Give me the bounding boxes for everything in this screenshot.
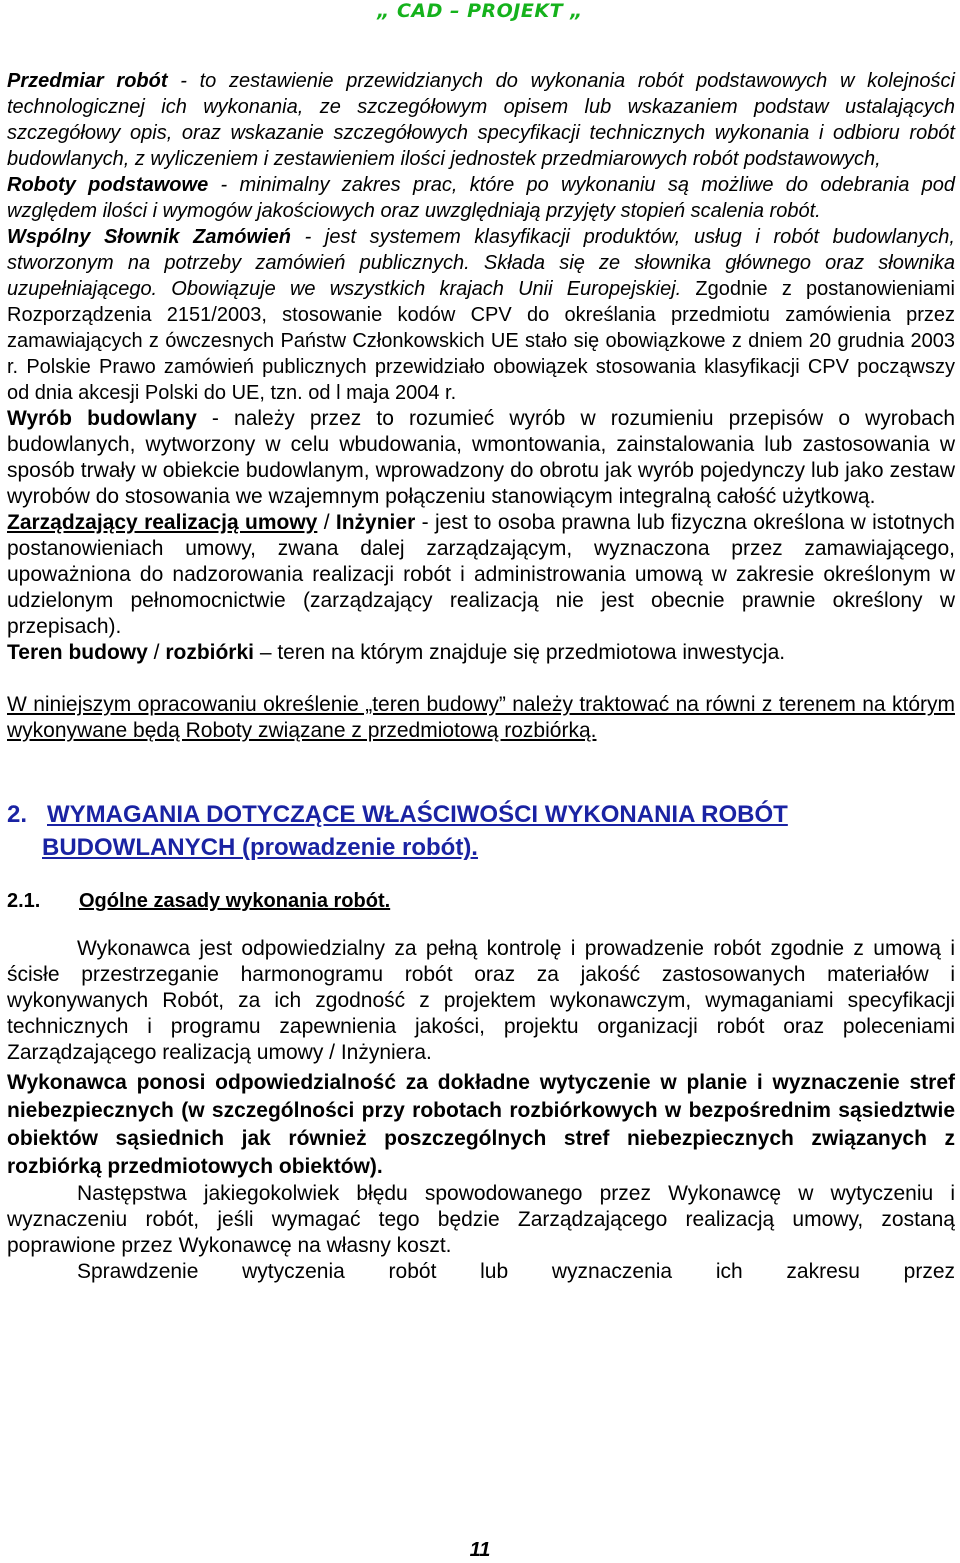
term-przedmiar: Przedmiar robót: [7, 70, 168, 92]
definition-przedmiar: [7, 68, 955, 172]
term-rozbiorki: rozbiórki: [165, 641, 254, 664]
body-paragraph: Wykonawca jest odpowiedzialny za pełną kontrolę i prowadzenie robót zgodnie z umową i ścisłe przestrzeganie harmonogramu robót oraz za jakość zastosowanych materiałów i wykonywanych Robót, za ich zgodność z projektem wykonawczym, wymaganiami specyfikacji technicznych i programu zapewnienia jakości, projektu organizacji robót oraz poleceniami Zarządzającego realizacją umowy / Inżyniera.: [7, 937, 955, 1064]
definition-text: - jest to osoba prawna lub fizyczna określona w istotnych postanowieniach umowy, zwana dalej zarządzającym, wyznaczona przez zamawiającego, upoważniona do nadzorowania realizacji robót i administrowania umową w zakresie określonym w udzielonym pełnomocnictwie (zarządzający realizacją nie jest obecnie prawnie określony w przepisach).: [7, 511, 955, 638]
separator: /: [147, 641, 166, 664]
body-paragraph-bold: Wykonawca ponosi odpowiedzialność za dokładne wytyczenie w planie i wyznaczenie stref niebezpiecznych (w szczególności przy robotach rozbiórkowych w bezpośrednim sąsiedztwie obiektów sąsiednich jak również poszczególnych stref niebezpiecznych związanych z rozbiórką przedmiotowych obiektów).: [7, 1071, 955, 1178]
definition-text: - minimalny zakres prac, które po wykonaniu są możliwe do odebrania pod względem ilości i wymogów jakościowych oraz uwzględniają przyjęty stopień scalenia robót.: [7, 174, 955, 222]
term-wyrob-budowlany: Wyrób budowlany: [7, 407, 197, 430]
page-header: „ CAD – PROJEKT „: [377, 0, 583, 22]
definition-teren-budowy: [7, 640, 955, 666]
definition-text: - należy przez to rozumieć wyrób w rozumieniu przepisów o wyrobach budowlanych, wytworzony w celu wbudowania, wmontowania, zainstalowania lub zastosowania w sposób trwały w obiekcie budowlanym, wprowadzony do obrotu jak wyrób pojedynczy lub jako zestaw wyrobów do stosowania we wzajemnym połączeniu stanowiącym integralną całość użytkową.: [7, 407, 956, 508]
definition-roboty-podstawowe: [7, 172, 955, 224]
section-heading: [7, 798, 955, 864]
term-zarzadzajacy: Zarządzający realizacją umowy: [7, 511, 318, 534]
term-inzynier: Inżynier: [335, 511, 416, 534]
page-number: 11: [469, 1539, 491, 1561]
definition-text: – teren na którym znajduje się przedmiotowa inwestycja.: [254, 641, 786, 664]
subsection-title: Ogólne zasady wykonania robót.: [79, 890, 391, 912]
definition-zarzadzajacy: [7, 510, 955, 640]
definition-text: - jest systemem klasyfikacji produktów, usług i robót budowlanych, stworzonym na potrzeby zamówień publicznych. Składa się ze słownika głównego oraz słownika uzupełniającego. Obowiązuje we wszystkich krajach Unii Europejskiej.: [7, 226, 955, 300]
body-paragraph: Sprawdzenie wytyczenia robót lub wyznaczenia ich zakresu przez: [77, 1260, 955, 1283]
note-teren-budowy: W niniejszym opracowaniu określenie „teren budowy” należy traktować na równi z terenem na którym wykonywane będą Roboty związane z przedmiotową rozbiórką.: [7, 693, 955, 742]
separator: /: [317, 511, 336, 534]
term-wspolny-slownik: Wspólny Słownik Zamówień: [7, 226, 291, 248]
body-paragraph: Następstwa jakiegokolwiek błędu spowodowanego przez Wykonawcę w wytyczeniu i wyznaczeniu robót, jeśli wymagać tego będzie Zarządzającego realizacją umowy, zostaną poprawione przez Wykonawcę na własny koszt.: [7, 1182, 955, 1257]
section-title-line1: WYMAGANIA DOTYCZĄCE WŁAŚCIWOŚCI WYKONANIA ROBÓT: [47, 801, 788, 828]
definition-wspolny-slownik: [7, 224, 955, 406]
definition-text: - to zestawienie przewidzianych do wykonania robót podstawowych w kolejności technologicznej ich wykonania, ze szczegółowym opisem lub wskazaniem podstaw ustalających szczegółowy opis, oraz wskazanie szczegółowych specyfikacji technicznych wykonania i odbioru robót budowlanych, z wyliczeniem i zestawieniem ilości jednostek przedmiarowych robót podstawowych,: [7, 70, 955, 170]
section-title-line2: BUDOWLANYCH (prowadzenie robót).: [42, 834, 478, 861]
subsection-heading: [7, 888, 955, 914]
definition-text-regular: Zgodnie z postanowieniami Rozporządzenia 2151/2003, stosowanie kodów CPV do określania przedmiotu zamówienia przez zamawiających z ówczesnych Państw Członkowskich UE stało się obowiązkowe z dniem 20 grudnia 2003 r. Polskie Prawo zamówień publicznych przewidziało obowiązek stosowania klasyfikacji CPV począwszy od dnia akcesji Polski do UE, tzn. od l maja 2004 r.: [7, 278, 955, 404]
document-body: [7, 68, 955, 1285]
subsection-number: 2.1.: [7, 890, 41, 912]
definition-wyrob-budowlany: [7, 406, 955, 510]
term-teren-budowy: Teren budowy: [7, 641, 148, 664]
term-roboty-podstawowe: Roboty podstawowe: [7, 174, 209, 196]
section-number: 2.: [7, 801, 28, 828]
